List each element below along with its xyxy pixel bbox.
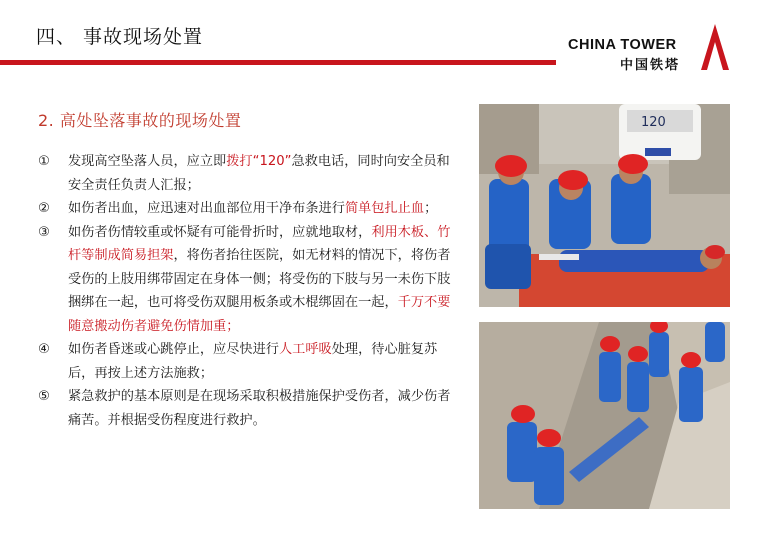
logo-text-cn: 中国铁塔 [620,58,681,73]
rescue-photo-ambulance [479,104,730,307]
svg-text:120: 120 [641,115,666,130]
list-item-number: ② [38,201,50,216]
highlighted-text: 千万不要随意搬动伤者避免伤情加重； [68,295,451,334]
body-text: 发现高空坠落人员，应立即 [68,154,227,169]
list-item [38,338,460,385]
section-title: 2. 高处坠落事故的现场处置 [38,111,242,130]
rescue-photo-trench [479,322,730,509]
procedure-list [38,150,460,432]
list-item-number: ④ [38,342,50,357]
body-text: ； [424,201,438,216]
body-text: 紧急救护的基本原则是在现场采取积极措施保护受伤者，减少伤者痛苦。并根据受伤程度进行救护。 [68,389,451,428]
list-item-number: ⑤ [38,389,50,404]
list-item [38,221,460,339]
china-tower-logo-icon [697,22,733,72]
highlighted-text: 人工呼吸 [279,342,332,357]
list-item-text [68,150,460,197]
body-text: 处理，待心脏复苏后，再按上述方法施救； [68,342,438,381]
list-item [38,197,460,221]
highlighted-text: 简单包扎止血 [344,201,425,216]
header-divider [0,60,556,65]
highlighted-text: 利用木板、竹杆等制成简易担架 [68,224,451,263]
body-text: 如伤者昏迷或心跳停止，应尽快进行 [68,342,279,357]
list-item-text [68,221,460,339]
logo-text-en: CHINA TOWER [568,37,677,53]
body-text: 如伤者伤情较重或怀疑有可能骨折时，应就地取材， [68,224,372,240]
list-item-number: ③ [38,224,50,240]
body-text: 如伤者出血，应迅速对出血部位用干净布条进行 [68,201,345,216]
list-item-text [68,385,460,432]
page-title: 四、 事故现场处置 [36,26,204,48]
highlighted-text: 拨打“120” [226,154,292,169]
body-text: ，将伤者抬往医院，如无材料的情况下，将伤者受伤的上肢用绑带固定在身体一侧；将受伤的下肢与另一未伤下肢捆绑在一起，也可将受伤双腿用板条或木棍绑固在一起， [68,248,451,310]
list-item-text [68,338,460,385]
list-item [38,385,460,432]
list-item-text [68,197,460,221]
list-item-number: ① [38,154,50,169]
body-text: 急救电话，同时向安全员和安全责任负责人汇报； [68,154,450,193]
list-item [38,150,460,197]
